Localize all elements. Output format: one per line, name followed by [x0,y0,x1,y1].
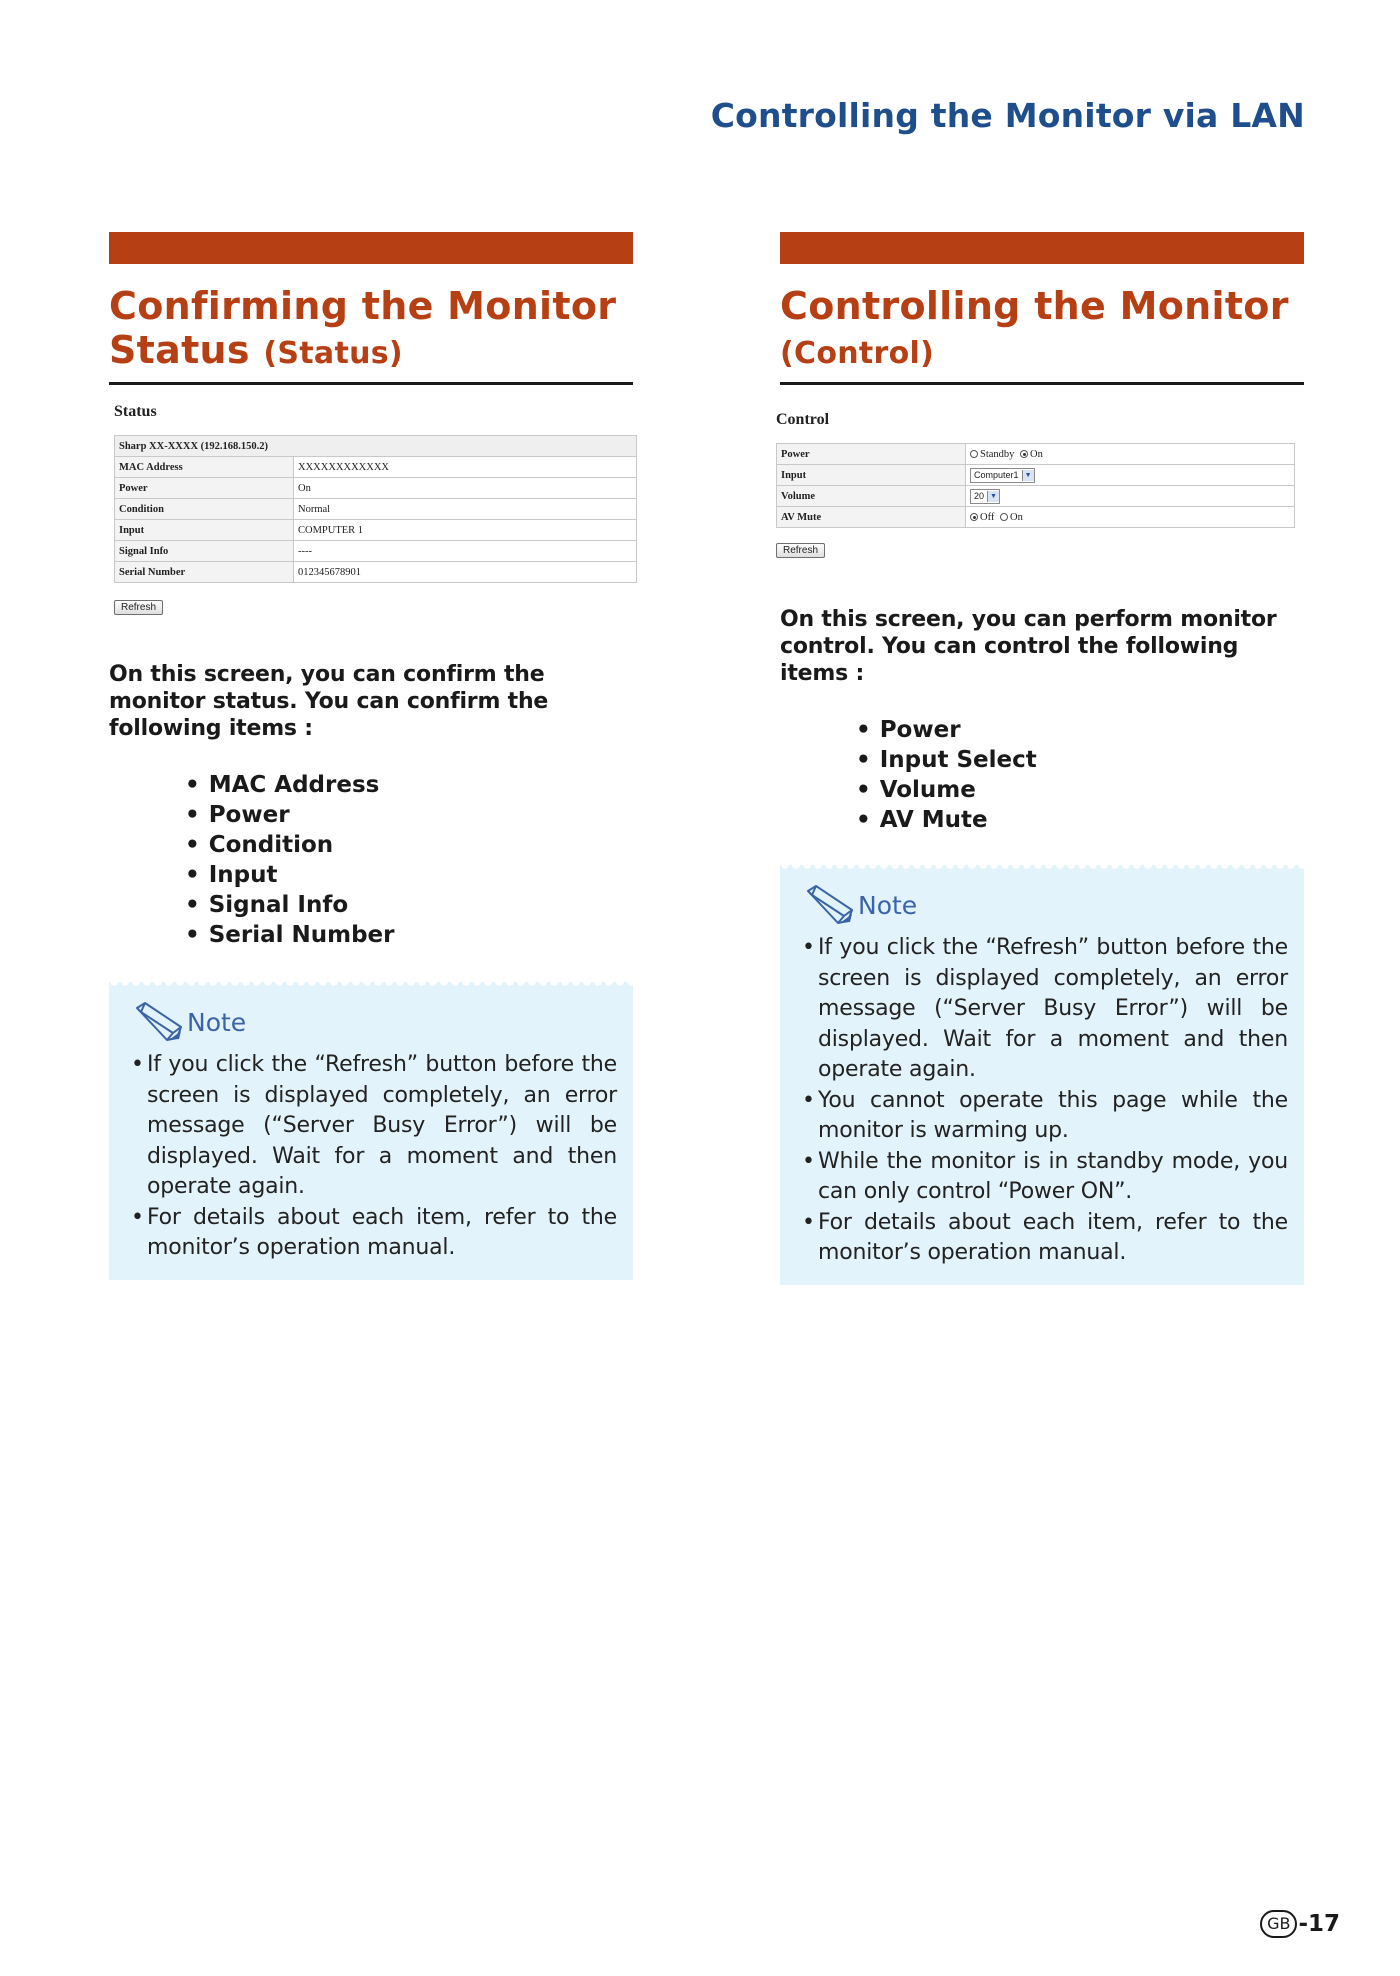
row-label: Input [777,465,966,486]
radio-label: Off [980,511,995,523]
status-screenshot [114,403,633,615]
section-bar [780,232,1304,264]
title-line-1: Controlling the Monitor [780,284,1289,328]
title-line-2: Status [109,328,250,372]
device-name-cell: Sharp XX-XXXX (192.168.150.2) [115,436,637,457]
chevron-down-icon: ▼ [987,491,999,502]
power-standby-radio[interactable] [970,450,978,458]
item-list [856,715,1304,835]
table-row [115,436,637,457]
list-item: • Input Select [856,745,1304,775]
title-line-1: Confirming the Monitor [109,284,617,328]
power-on-radio[interactable] [1020,450,1028,458]
note-item: • If you click the “Refresh” button before the screen is displayed completely, an error message (“Server Busy Error”) will be displayed. Wait for a moment and then operate again. [802,933,1288,1086]
intro-text: On this screen, you can confirm the monitor status. You can confirm the following items : [109,662,549,741]
page-number-text: -17 [1298,1911,1340,1937]
avmute-off-radio[interactable] [970,513,978,521]
row-label: Power [777,444,966,465]
note-item: • For details about each item, refer to the monitor’s operation manual. [131,1203,617,1264]
note-list [802,933,1288,1269]
note-list [131,1050,617,1264]
page-number [1260,1910,1340,1938]
status-table [114,435,637,583]
region-badge: GB [1260,1910,1297,1938]
power-control [966,444,1295,465]
row-label: MAC Address [115,457,294,478]
row-label: Signal Info [115,541,294,562]
table-row [115,499,637,520]
section-title-status [109,284,633,376]
list-item: • Signal Info [185,890,633,920]
row-value: XXXXXXXXXXXX [294,457,637,478]
list-item: • Condition [185,830,633,860]
table-row [115,457,637,478]
page-header-title: Controlling the Monitor via LAN [710,96,1305,135]
control-screenshot [776,411,1304,558]
refresh-button[interactable]: Refresh [114,600,163,615]
refresh-button[interactable]: Refresh [776,543,825,558]
radio-label: Standby [980,448,1015,460]
section-bar [109,232,633,264]
row-label: Input [115,520,294,541]
row-value: On [294,478,637,499]
select-value: 20 [974,491,985,501]
section-title-control [780,284,1304,376]
note-box [109,982,633,1280]
radio-label: On [1010,511,1023,523]
row-label: Volume [777,486,966,507]
title-paren: (Status) [263,336,403,371]
row-label: AV Mute [777,507,966,528]
row-value: COMPUTER 1 [294,520,637,541]
avmute-control [966,507,1295,528]
table-row [115,541,637,562]
list-item: • AV Mute [856,805,1304,835]
control-table [776,443,1295,528]
select-value: Computer1 [974,470,1019,480]
note-title: Note [858,890,918,920]
pencil-note-icon [131,1000,185,1044]
note-item: • If you click the “Refresh” button before the screen is displayed completely, an error message (“Server Busy Error”) will be displayed. Wait for a moment and then operate again. [131,1050,617,1203]
status-heading: Status [114,403,157,420]
table-row [115,478,637,499]
table-row [115,562,637,583]
input-control [966,465,1295,486]
input-select[interactable] [970,468,1035,483]
note-header [131,1000,617,1044]
control-section [776,232,1304,1285]
table-row [115,520,637,541]
avmute-on-radio[interactable] [1000,513,1008,521]
list-item: • Power [856,715,1304,745]
chevron-down-icon: ▼ [1022,470,1034,481]
status-section [109,232,633,1280]
radio-label: On [1030,448,1043,460]
note-header [802,883,1288,927]
volume-select[interactable] [970,489,1000,504]
table-row [777,465,1295,486]
pencil-note-icon [802,883,856,927]
row-value: Normal [294,499,637,520]
list-item: • MAC Address [185,770,633,800]
row-value: ---- [294,541,637,562]
list-item: • Serial Number [185,920,633,950]
intro-text: On this screen, you can perform monitor control. You can control the following items : [780,607,1277,686]
note-box [780,865,1304,1285]
row-value: 012345678901 [294,562,637,583]
list-item: • Power [185,800,633,830]
row-label: Serial Number [115,562,294,583]
note-item: • You cannot operate this page while the monitor is warming up. [802,1086,1288,1147]
volume-control [966,486,1295,507]
title-paren: (Control) [780,336,935,371]
control-heading: Control [776,411,830,428]
item-list [185,770,633,950]
table-row [777,507,1295,528]
title-rule [109,382,633,385]
list-item: • Volume [856,775,1304,805]
table-row [777,486,1295,507]
row-label: Condition [115,499,294,520]
note-title: Note [187,1007,247,1037]
note-item: • For details about each item, refer to the monitor’s operation manual. [802,1208,1288,1269]
list-item: • Input [185,860,633,890]
title-rule [780,382,1304,385]
note-item: • While the monitor is in standby mode, you can only control “Power ON”. [802,1147,1288,1208]
row-label: Power [115,478,294,499]
table-row [777,444,1295,465]
